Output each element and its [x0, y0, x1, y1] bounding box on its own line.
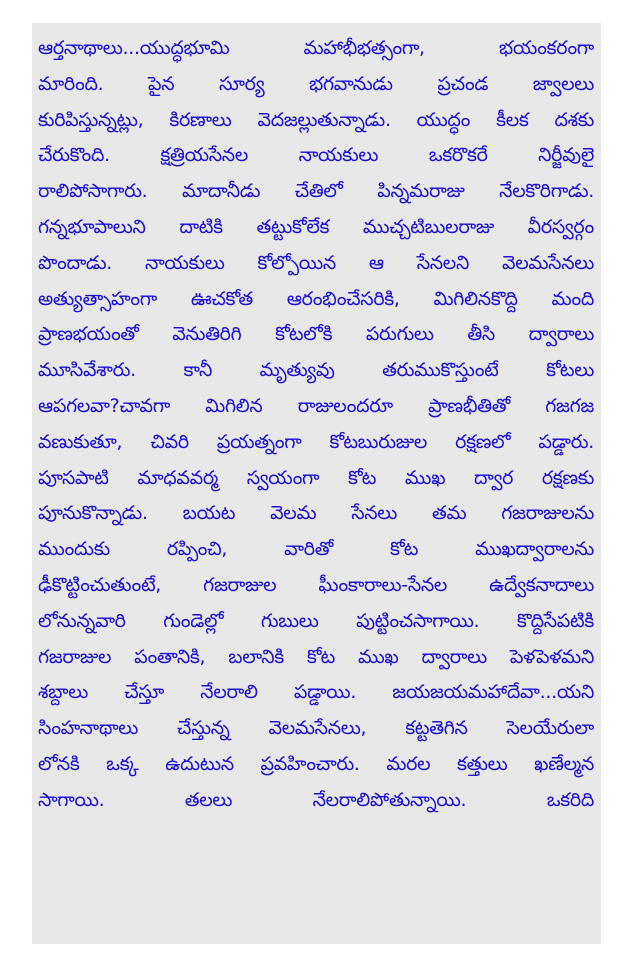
text-line: మూసివేశారు. కానీ మృత్యువు తరుముకొస్తుంటే కోటలు [38, 359, 594, 382]
text-line: ఆర్తనాథాలు...యుద్ధభూమి మహాభీభత్సంగా, భయంకరంగా [38, 37, 594, 59]
text-line: చేరుకొంది. క్షత్రియసేనల నాయకులు ఒకరొకరే నిర్జీవులై [38, 144, 594, 167]
text-line: సింహనాథాలు చేస్తున్న వెలమసేనలు, కట్టతెగిన సెలయేరులా [38, 717, 594, 740]
text-line: ఢీకొట్టించుతుంటే, గజరాజుల ఘీంకారాలు-సేనల ఉద్వేకనాదాలు [38, 573, 594, 596]
text-line: శబ్దాలు చేస్తూ నేలరాలి పడ్డాయి. జయజయమహాదేవా...యని [38, 681, 594, 704]
text-line: సాగాయి. తలలు నేలరాలిపోతున్నాయి. ఒకరిది [38, 788, 594, 811]
text-line: ముందుకు రప్పించి, వారితో కోట ముఖద్వారాలను [38, 538, 594, 561]
text-line: మారింది. పైన సూర్య భగవానుడు ప్రచండ జ్వాలలు [38, 72, 594, 95]
text-line: లోనకి ఒక్క ఉదుటున ప్రవహించారు. మరల కత్తులు ఖణేల్మన [38, 752, 594, 775]
text-line: వణుకుతూ, చివరి ప్రయత్నంగా కోటబురుజుల రక్షణలో పడ్డారు. [38, 430, 594, 453]
text-line: అత్యుత్సాహంగా ఊచకోత ఆరంభించేసరికి, మిగిలినకొద్ది మంది [38, 287, 594, 310]
text-line: పూసపాటి మాధవవర్మ స్వయంగా కోట ముఖ ద్వార రక్షణకు [38, 466, 594, 489]
telugu-text-body [38, 31, 594, 819]
text-line: కురిపిస్తున్నట్లు, కిరణాలు వెదజల్లుతున్నాడు. యుద్ధం కీలక దశకు [38, 108, 594, 131]
text-line: ప్రాణభయంతో వెనుతిరిగి కోటలోకి పరుగులు తీసి ద్వారాలు [38, 323, 594, 346]
text-line: పూనుకొన్నాడు. బయట వెలమ సేనలు తమ గజరాజులను [38, 502, 594, 525]
text-line: గజరాజుల పంతానికి, బలానికి కోట ముఖ ద్వారాలు పెళపెళమని [38, 645, 594, 668]
text-line: లోనున్నవారి గుండెల్లో గుబులు పుట్టించసాగాయి. కొద్దిసేపటికి [38, 609, 594, 632]
text-line: రాలిపోసాగారు. మాదానీడు చేతిలో పిన్నమరాజు నేలకొరిగాడు. [38, 180, 594, 203]
text-line: గన్నభూపాలుని దాటికి తట్టుకోలేక ముచ్చటిబులరాజు వీరస్వర్గం [38, 215, 594, 238]
text-line: ఆపగలవా?చావగా మిగిలిన రాజులందరూ ప్రాణభీతితో గజగజ [38, 394, 594, 417]
text-line: పొందాడు. నాయకులు కోల్పోయిన ఆ సేనలని వెలమసేనలు [38, 251, 594, 274]
document-page [32, 23, 601, 944]
